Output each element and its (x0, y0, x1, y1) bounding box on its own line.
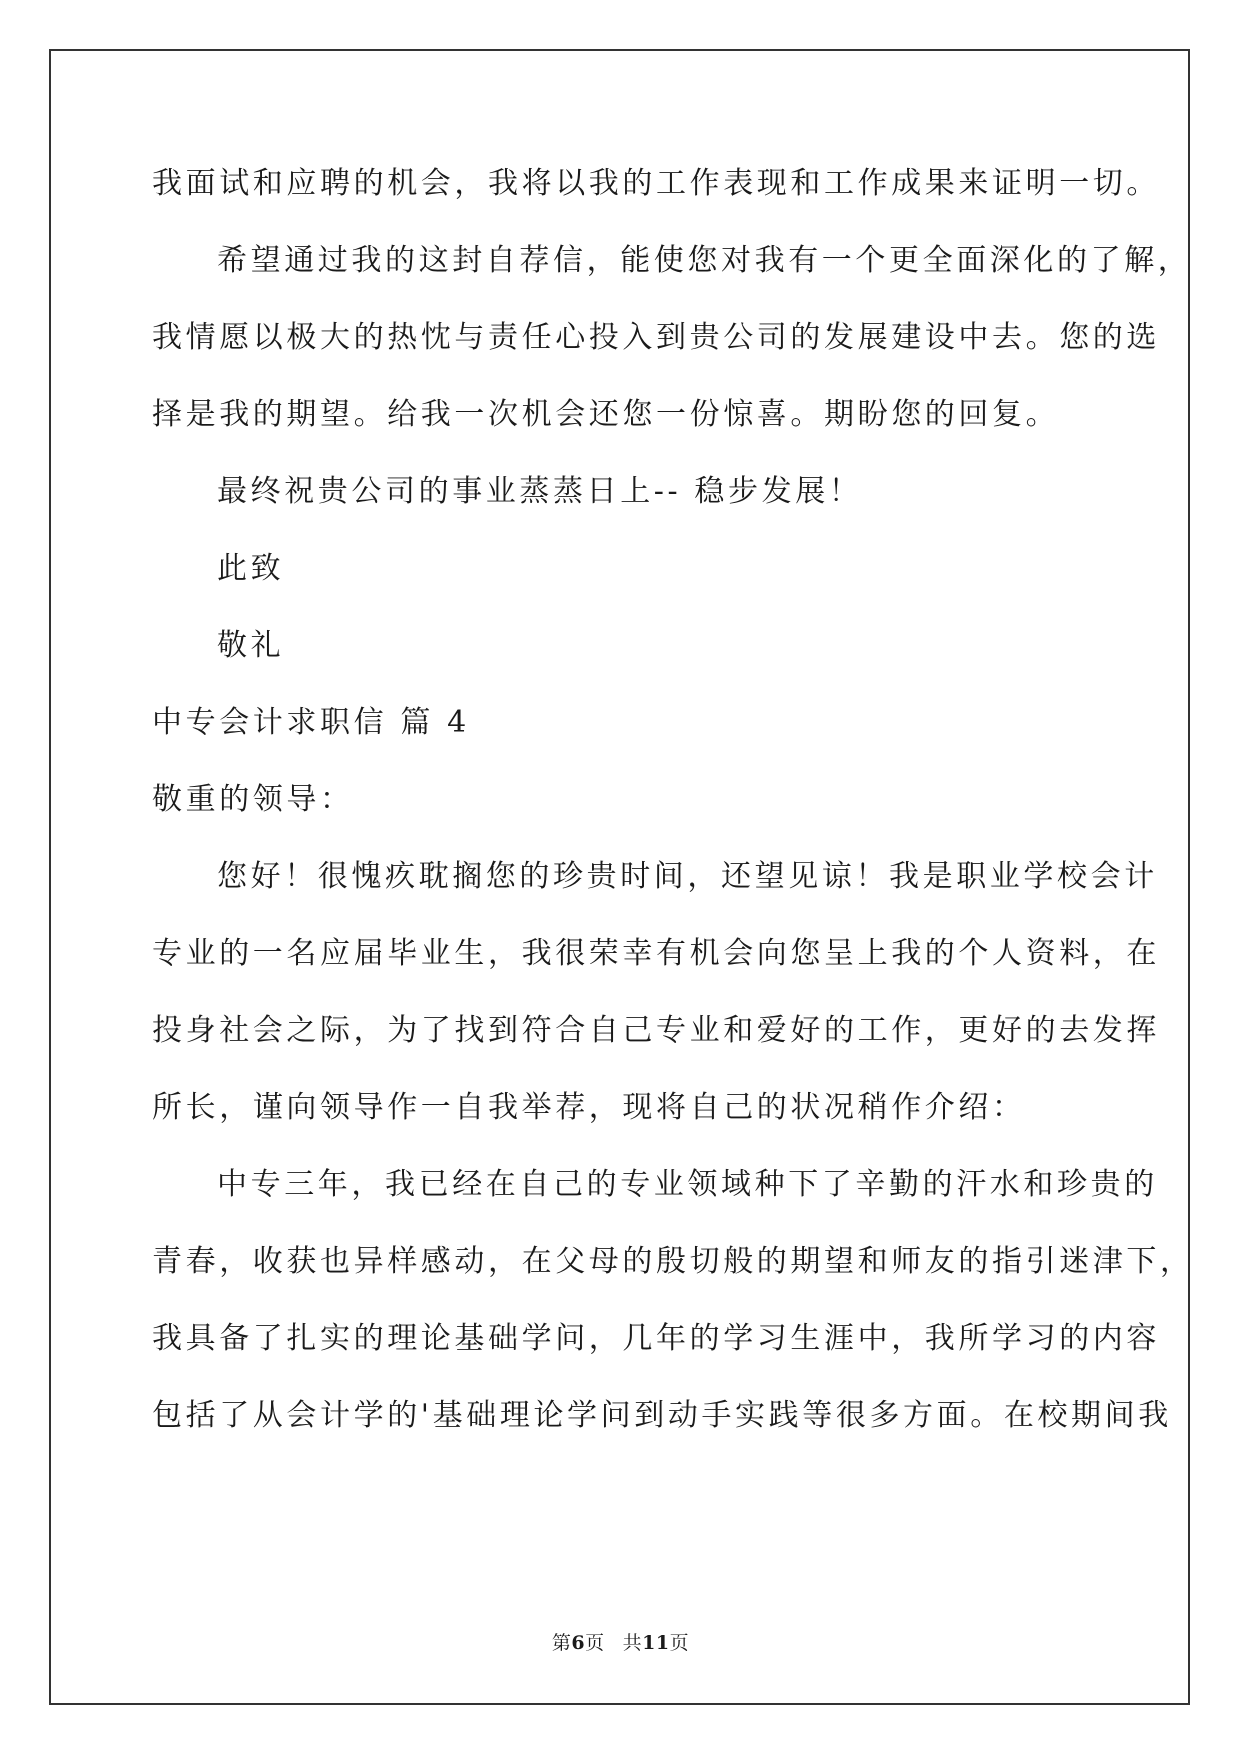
text-line: 专业的一名应届毕业生，我很荣幸有机会向您呈上我的个人资料，在 (152, 936, 1160, 971)
text-line: 青春，收获也异样感动，在父母的殷切般的期望和师友的指引迷津下， (152, 1244, 1194, 1279)
text-line: 希望通过我的这封自荐信，能使您对我有一个更全面深化的了解， (217, 243, 1192, 278)
page-footer (0, 1628, 1241, 1655)
total-prefix: 共 (622, 1632, 643, 1654)
text-line: 包括了从会计学的'基础理论学问到动手实践等很多方面。在校期间我 (152, 1398, 1172, 1433)
text-line: 我具备了扎实的理论基础学问，几年的学习生涯中，我所学习的内容 (152, 1321, 1160, 1356)
text-line: 择是我的期望。给我一次机会还您一份惊喜。期盼您的回复。 (152, 397, 1060, 432)
section-heading: 中专会计求职信 篇 4 (152, 705, 470, 740)
page-suffix: 页 (585, 1632, 605, 1654)
page-number: 6 (571, 1632, 586, 1654)
total-pages: 11 (642, 1632, 670, 1654)
salutation-cizhi: 此致 (217, 551, 285, 586)
text-line: 中专三年，我已经在自己的专业领域种下了辛勤的汗水和珍贵的 (217, 1167, 1158, 1202)
total-suffix: 页 (669, 1632, 690, 1654)
text-line: 我情愿以极大的热忱与责任心投入到贵公司的发展建设中去。您的选 (152, 320, 1160, 355)
page-prefix: 第 (551, 1632, 572, 1654)
text-line: 您好！很愧疚耽搁您的珍贵时间，还望见谅！我是职业学校会计 (217, 859, 1158, 894)
text-line: 投身社会之际，为了找到符合自己专业和爱好的工作，更好的去发挥 (152, 1013, 1160, 1048)
text-line: 我面试和应聘的机会，我将以我的工作表现和工作成果来证明一切。 (152, 166, 1160, 201)
greeting: 敬重的领导： (152, 782, 354, 817)
text-line: 所长，谨向领导作一自我举荐，现将自己的状况稍作介绍： (152, 1090, 1026, 1125)
closing-wish: 最终祝贵公司的事业蒸蒸日上-- 稳步发展！ (217, 474, 863, 509)
salutation-jingli: 敬礼 (217, 628, 285, 663)
